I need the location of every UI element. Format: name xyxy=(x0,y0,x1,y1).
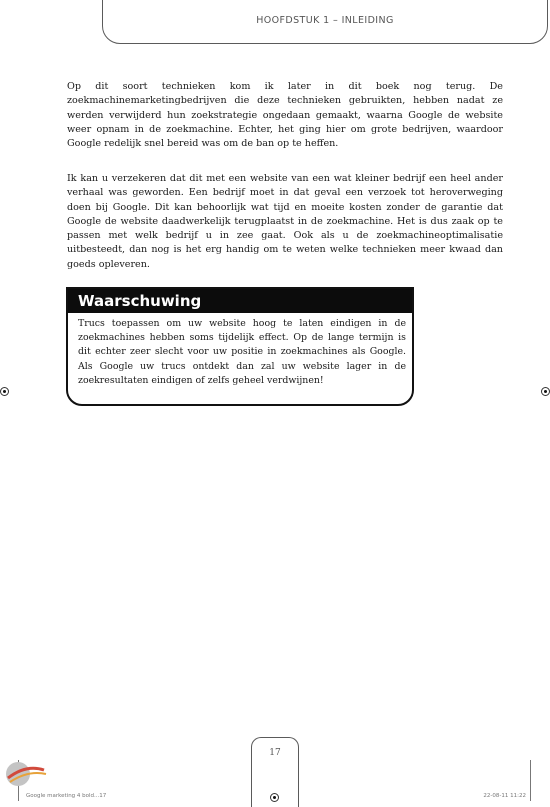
chapter-title: HOOFDSTUK 1 – INLEIDING xyxy=(256,15,394,26)
registration-mark-icon xyxy=(541,387,550,396)
print-slug-left: Google marketing 4 bold...17 xyxy=(26,793,107,799)
registration-mark-icon xyxy=(0,387,9,396)
warning-box xyxy=(66,287,414,406)
warning-text: Trucs toepassen om uw website hoog te laten eindigen in de zoekmachines hebben soms tijdelijk effect. Op de lange termijn is dit echter zeer slecht voor uw positie in zoekmachines als Google. Als Google uw trucs ontdekt dan zal uw website lager in de zoekresultaten eindigen of zelfs geheel verdwijnen! xyxy=(78,318,406,386)
page-number: 17 xyxy=(269,748,281,758)
print-slug-right: 22-08-11 11:22 xyxy=(483,793,526,799)
watermark-logo-icon xyxy=(4,760,48,788)
crop-mark xyxy=(530,760,531,801)
body-paragraph: Ik kan u verzekeren dat dit met een website van een wat kleiner bedrijf een heel ander verhaal was geworden. Een bedrijf moet in dat geval een verzoek tot heroverweging doen bij Google. Dit kan behoorlijk wat tijd en moeite kosten zonder de garantie dat Google de website daadwerkelijk terugplaatst in de zoekmachine. Het is dus zaak op te passen met welk bedrijf u in zee gaat. Ook als u de zoekmachineoptimalisatie uitbesteedt, dan nog is het erg handig om te weten welke technieken meer kwaad dan goeds opleveren. xyxy=(67,173,503,270)
warning-title: Waarschuwing xyxy=(68,289,412,313)
running-header xyxy=(102,0,548,44)
page-number-tab xyxy=(251,737,299,807)
body-paragraph: Op dit soort technieken kom ik later in dit boek nog terug. De zoekmachinemarketingbedrijven die deze technieken gebruikten, hebben nadat ze werden verwijderd hun zoekstrategie ongedaan gemaakt, waarna Google de website weer opnam in de zoekmachine. Echter, het ging hier om grote bedrijven, waardoor Google redelijk snel bereid was om de ban op te heffen. xyxy=(67,81,503,150)
